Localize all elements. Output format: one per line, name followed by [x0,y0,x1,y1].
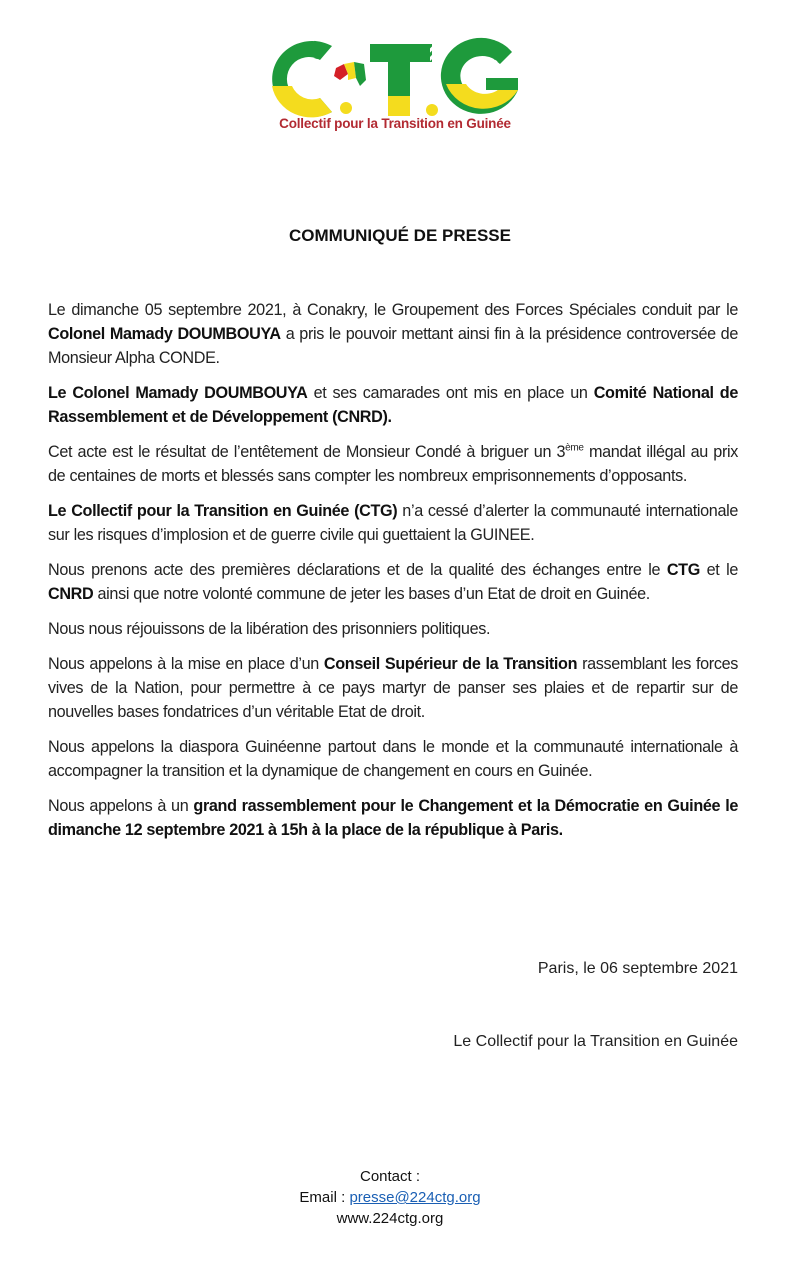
email-label: Email : [299,1189,350,1206]
text: mandat illégal au prix de centaines de morts et blessés sans compter les nombreux emprisonnements d’opposants. [48,443,738,485]
bold-text: Conseil Supérieur de la Transition [323,655,578,673]
text: ainsi que notre volonté commune de jeter les bases d’un Etat de droit en Guinée. [93,585,650,603]
contact-label: Contact : [359,1168,421,1185]
paragraph-9 [48,794,738,842]
logo-dot-2 [426,104,438,116]
paragraph-4 [48,499,738,547]
text: rassemblant les forces vives de la Nation, pour permettre à ce pays martyr de panser ses plaies et de repartir sur de nouvelles bases fondatrices d’un véritable Etat de droit. [48,655,738,721]
paragraph-6 [48,617,738,641]
paragraph-2 [48,381,738,429]
bold-text: Comité National de Rassemblement et de Développement (CNRD). [48,384,738,426]
text: Nous prenons acte des premières déclarations et de la qualité des échanges entre le [48,561,667,579]
paragraph-5 [48,558,738,606]
text: Nous appelons à la mise en place d’un [48,655,324,673]
text: Nous appelons la diaspora Guinéenne partout dans le monde et la communauté internationale à accompagner la transition et la dynamique de changement en cours en Guinée. [48,738,738,780]
email-link[interactable]: presse@224ctg.org [349,1189,481,1206]
contact-email-line [240,1187,540,1208]
document-body [48,298,738,853]
text: et ses camarades ont mis en place un [307,384,594,402]
superscript: ème [565,442,584,454]
bold-text: grand rassemblement pour le Changement et la Démocratie en Guinée le dimanche 12 septembre 2021 à 15h à la place de la république à Paris. [48,797,739,839]
logo-letter-g [441,38,518,114]
logo-caption: Collectif pour la Transition en Guinée [279,116,511,131]
logo-letter-c [272,40,332,117]
bold-text: CNRD [48,585,94,603]
text: Nous nous réjouissons de la libération des prisonniers politiques. [48,620,491,638]
text: n’a cessé d’alerter la communauté internationale sur les risques d’implosion et de guerre civile qui guettaient la GUINEE. [48,502,739,544]
bold-text: CTG [666,561,700,579]
contact-block [240,1166,540,1229]
text: Nous appelons à un [48,797,194,815]
paragraph-3 [48,440,738,488]
website: www.224ctg.org [336,1210,444,1227]
logo-dot-1 [340,102,352,114]
paragraph-7 [48,652,738,724]
signature: Le Collectif pour la Transition en Guinée [453,1033,738,1050]
guinea-map-icon [334,62,366,86]
bold-text: Le Colonel Mamady DOUMBOUYA [48,384,308,402]
text: Cet acte est le résultat de l’entêtement de Monsieur Condé à briguer un 3 [48,443,566,461]
bold-text: Le Collectif pour la Transition en Guinée (CTG) [48,502,398,520]
text: Le dimanche 05 septembre 2021, à Conakry, le Groupement des Forces Spéciales conduit par le [48,301,738,319]
paragraph-1 [48,298,738,370]
paragraph-8 [48,735,738,783]
text: a pris le pouvoir mettant ainsi fin à la présidence controversée de Monsieur Alpha CONDE. [48,325,738,367]
place-date: Paris, le 06 septembre 2021 [537,960,738,977]
text: et le [699,561,738,579]
logo-letter-t [370,44,432,116]
bold-text: Colonel Mamady DOUMBOUYA [48,325,281,343]
page-title: COMMUNIQUÉ DE PRESSE [289,226,511,245]
